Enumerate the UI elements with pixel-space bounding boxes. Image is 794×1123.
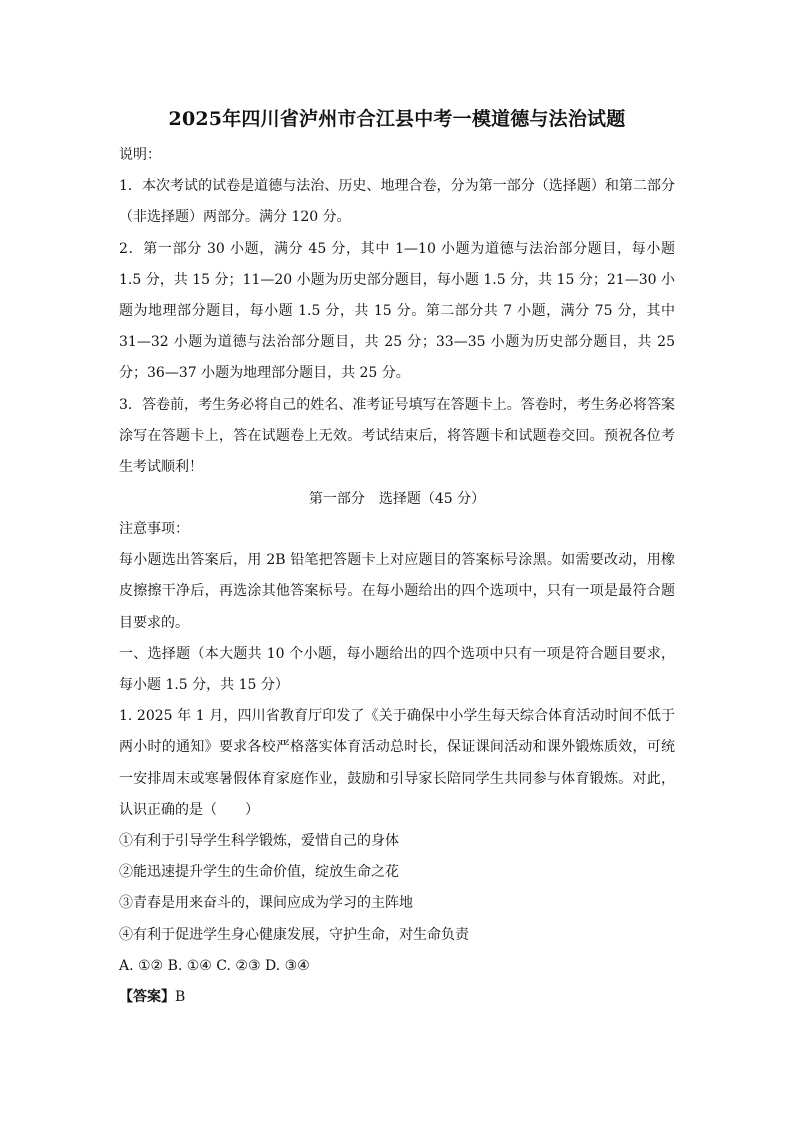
- instructions-block: [119, 140, 675, 483]
- notes-text: 每小题选出答案后，用 2B 铅笔把答题卡上对应题目的答案标号涂黑。如需要改动，用橡皮擦擦干净后，再选涂其他答案标号。在每小题给出的四个选项中，只有一项是最符合题目要求的。: [119, 552, 675, 631]
- statement-4: ④有利于促进学生身心健康发展，守护生命，对生命负责: [119, 926, 469, 943]
- instruction-item-2: 2．第一部分 30 小题，满分 45 分，其中 1—10 小题为道德与法治部分题目，每小题 1.5 分，共 15 分；11—20 小题为历史部分题目，每小题 1.5 分，共 15 分；21—30 小题为地理部分题目，每小题 1.5 分，共 15 分。第二部分共 7 小题，满分 75 分，其中 31—32 小题为道德与法治部分题目，共 25 分；33—35 小题为历史部分题目，共 25 分；36—37 小题为地理部分题目，共 25 分。: [119, 240, 675, 382]
- part1-block: [119, 514, 675, 1013]
- answer-choices: A. ①② B. ①④ C. ②③ D. ③④: [119, 957, 310, 974]
- page-title: 2025年四川省泸州市合江县中考一模道德与法治试题: [168, 108, 626, 130]
- answer-value: B: [175, 989, 186, 1006]
- instructions-heading: 说明：: [119, 147, 161, 163]
- section-one-heading: 一、选择题（本大题共 10 个小题，每小题给出的四个选项中只有一项是符合题目要求，每小题 1.5 分，共 15 分）: [119, 645, 675, 694]
- answer-label: 【答案】: [119, 989, 175, 1006]
- instruction-item-3: 3．答卷前，考生务必将自己的姓名、准考证号填写在答题卡上。答卷时，考生务必将答案涂写在答题卡上，答在试题卷上无效。考试结束后，将答题卡和试题卷交回。预祝各位考生考试顺利！: [119, 396, 675, 476]
- statement-2: ②能迅速提升学生的生命价值，绽放生命之花: [119, 864, 399, 881]
- statement-1: ①有利于引导学生科学锻炼，爱惜自己的身体: [119, 833, 399, 850]
- instruction-item-1: 1．本次考试的试卷是道德与法治、历史、地理合卷，分为第一部分（选择题）和第二部分（非选择题）两部分。满分 120 分。: [119, 178, 675, 226]
- notes-heading: 注意事项：: [119, 521, 189, 537]
- statement-3: ③青春是用来奋斗的，课间应成为学习的主阵地: [119, 895, 413, 912]
- part1-heading: 第一部分 选择题（45 分）: [308, 491, 486, 507]
- answer-line: [119, 982, 675, 1013]
- question-1-stem: 1. 2025 年 1 月，四川省教育厅印发了《关于确保中小学生每天综合体育活动时间不低于两小时的通知》要求各校严格落实体育活动总时长，保证课间活动和课外锻炼质效，可统一安排周末或寒暑假体育家庭作业，鼓励和引导家长陪同学生共同参与体育锻炼。对此，认识正确的是（ ）: [119, 708, 675, 818]
